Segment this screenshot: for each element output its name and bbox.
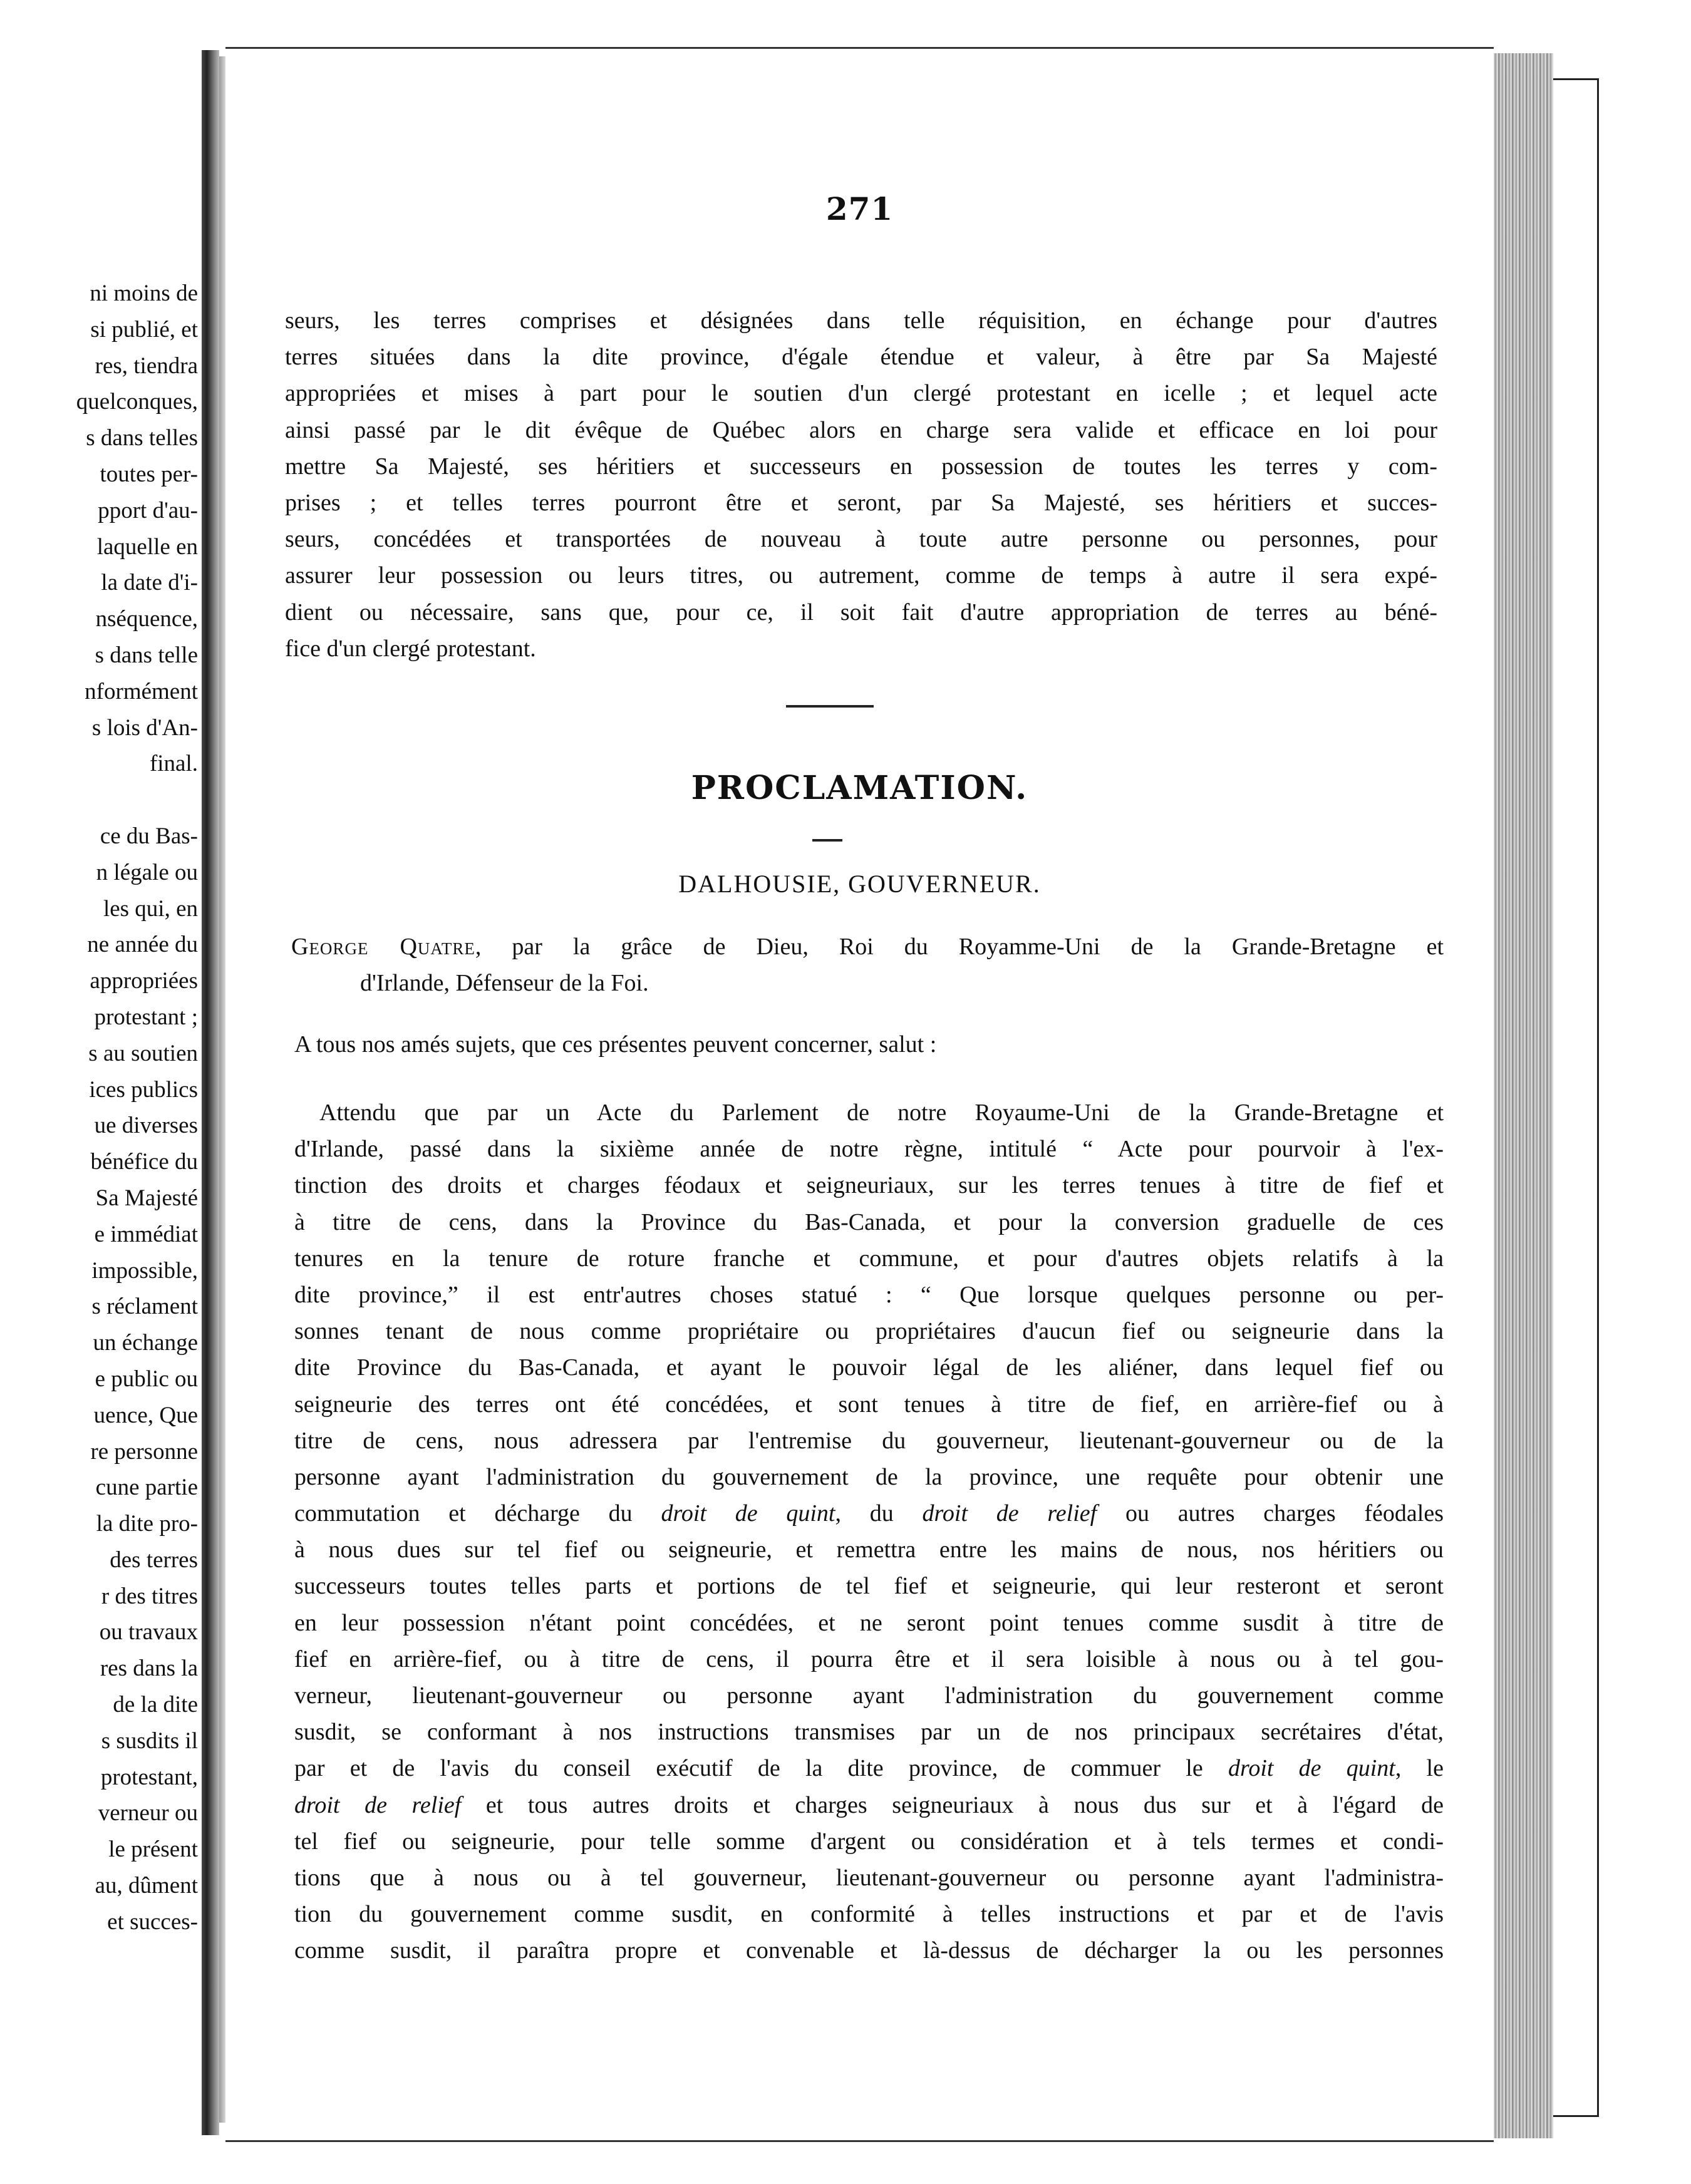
- main-line: tions que à nous ou à tel gouverneur, lieutenant-gouverneur ou personne ayant l'administra-: [294, 1864, 1444, 1891]
- left-page-text: [76, 276, 198, 1940]
- left-page-line: un échange: [93, 1330, 198, 1356]
- salute-line: A tous nos amés sujets, que ces présentes peuvent concerner, salut :: [294, 1031, 937, 1058]
- left-page-line: s dans telles: [86, 425, 198, 451]
- italic-term: droit de relief: [294, 1791, 462, 1818]
- main-line: tel fief ou seigneurie, pour telle somme d'argent ou considération et à tels termes et condi-: [294, 1828, 1444, 1855]
- left-page-line: si publié, et: [90, 316, 198, 343]
- left-page-line: appropriées: [90, 968, 198, 994]
- left-page-line: s lois d'An-: [91, 714, 198, 741]
- top-paragraph: [285, 302, 1437, 667]
- left-page-line: e immédiat: [94, 1221, 198, 1247]
- left-page-line: Sa Majesté: [95, 1185, 198, 1211]
- governor-heading: DALHOUSIE, GOUVERNEUR.: [678, 870, 1041, 898]
- main-line: fief en arrière-fief, ou à titre de cens, il pourra être et il sera loisible à nous ou à tel gou-: [294, 1646, 1444, 1672]
- text-segment: ou autres charges féodales: [1097, 1500, 1444, 1527]
- left-page-line: bénéfice du: [90, 1149, 198, 1175]
- main-line: personne ayant l'administration du gouvernement de la province, une requête pour obtenir une: [294, 1463, 1444, 1490]
- main-line: [294, 1750, 1444, 1786]
- left-page-line: ou travaux: [99, 1619, 198, 1646]
- main-line: tinction des droits et charges féodaux et seigneuriaux, sur les terres tenues à titre de fief et: [294, 1172, 1444, 1199]
- king-paragraph: [291, 929, 1444, 1001]
- left-page-line: ue diverses: [94, 1113, 198, 1139]
- short-rule: [812, 839, 842, 842]
- top-line: fice d'un clergé protestant.: [285, 635, 536, 662]
- left-page-line: protestant,: [100, 1764, 198, 1790]
- text-segment: , du: [835, 1500, 923, 1527]
- book-gutter: [202, 50, 219, 2135]
- left-page-line: s susdits il: [101, 1728, 198, 1754]
- left-page-line: r des titres: [101, 1583, 198, 1609]
- text-segment: par et de l'avis du conseil exécutif de la dite province, de commuer le: [294, 1755, 1228, 1782]
- italic-term: droit de quint: [1228, 1755, 1395, 1782]
- left-page-line: n légale ou: [96, 859, 198, 885]
- left-page-line: e public ou: [95, 1366, 198, 1392]
- top-line: ainsi passé par le dit évêque de Québec alors en charge sera valide et efficace en loi pour: [285, 416, 1437, 443]
- left-page-line: s au soutien: [88, 1040, 198, 1066]
- king-line-2: d'Irlande, Défenseur de la Foi.: [360, 970, 649, 997]
- main-paragraph: [294, 1095, 1444, 1969]
- left-page-line: des terres: [110, 1547, 198, 1573]
- left-page-line: le présent: [108, 1836, 198, 1863]
- main-line: [294, 1495, 1444, 1532]
- king-name: George Quatre: [291, 934, 475, 960]
- left-page-line: ne année du: [87, 932, 198, 958]
- main-line: Attendu que par un Acte du Parlement de notre Royaume-Uni de la Grande-Bretagne et: [319, 1100, 1444, 1126]
- top-line: dient ou nécessaire, sans que, pour ce, il soit fait d'autre appropriation de terres au béné-: [285, 599, 1437, 626]
- king-line-1: [291, 929, 1444, 965]
- left-page-line: ices publics: [89, 1076, 198, 1103]
- left-page-line: nformément: [85, 678, 198, 704]
- top-line: appropriées et mises à part pour le soutien d'un clergé protestant en icelle ; et lequel acte: [285, 380, 1437, 407]
- left-page-line: final.: [149, 751, 198, 777]
- main-line: en leur possession n'étant point concédées, et ne seront point tenues comme susdit à titre de: [294, 1609, 1444, 1636]
- left-page-line: verneur ou: [98, 1800, 198, 1826]
- left-page-line: au, dûment: [95, 1873, 198, 1899]
- main-line: à titre de cens, dans la Province du Bas-Canada, et pour la conversion graduelle de ces: [294, 1208, 1444, 1235]
- main-line: titre de cens, nous adressera par l'entremise du gouverneur, lieutenant-gouverneur ou de la: [294, 1427, 1444, 1454]
- main-line: seigneurie des terres ont été concédées, et sont tenues à titre de fief, en arrière-fief ou à: [294, 1391, 1444, 1418]
- main-line: dite Province du Bas-Canada, et ayant le pouvoir légal de les aliéner, dans lequel fief ou: [294, 1354, 1444, 1381]
- top-line: mettre Sa Majesté, ses héritiers et successeurs en possession de toutes les terres y com-: [285, 453, 1437, 480]
- back-cover-edge: [1553, 78, 1599, 2117]
- left-page-line: uence, Que: [93, 1402, 198, 1428]
- main-line: dite province,” il est entr'autres choses statué : “ Que lorsque quelques personne ou per-: [294, 1281, 1444, 1308]
- main-line: comme susdit, il paraîtra propre et convenable et là-dessus de décharger la ou les personnes: [294, 1937, 1444, 1964]
- section-rule: [786, 705, 874, 708]
- left-page-line: res dans la: [100, 1656, 198, 1682]
- top-line: seurs, les terres comprises et désignées dans telle réquisition, en échange pour d'autres: [285, 307, 1437, 334]
- main-line: tenures en la tenure de roture franche et commune, et pour d'autres objets relatifs à la: [294, 1245, 1444, 1272]
- left-page-line: res, tiendra: [95, 353, 198, 379]
- left-page-line: la dite pro-: [96, 1511, 198, 1537]
- left-page-gap: [76, 782, 198, 818]
- text-segment: commutation et décharge du: [294, 1500, 661, 1527]
- left-page-line: cune partie: [95, 1475, 198, 1501]
- top-line: assurer leur possession ou leurs titres, ou autrement, comme de temps à autre il sera expé-: [285, 562, 1437, 589]
- main-page: [225, 47, 1494, 2142]
- left-page-line: laquelle en: [96, 533, 198, 560]
- left-page-line: re personne: [90, 1438, 198, 1465]
- main-line: tion du gouvernement comme susdit, en conformité à telles instructions et par et de l'avis: [294, 1901, 1444, 1928]
- left-page-line: protestant ;: [94, 1004, 198, 1030]
- page-block-edge: [1494, 53, 1553, 2138]
- italic-term: droit de relief: [922, 1500, 1097, 1527]
- far-right-margin: [1600, 0, 1691, 2184]
- top-line: prises ; et telles terres pourront être et seront, par Sa Majesté, ses héritiers et succes-: [285, 489, 1437, 516]
- italic-term: droit de quint: [661, 1500, 835, 1527]
- left-page-fragment: [0, 44, 207, 2110]
- left-page-line: ni moins de: [90, 281, 198, 306]
- left-page-line: nséquence,: [95, 606, 198, 632]
- left-page-line: s réclament: [91, 1294, 198, 1320]
- left-page-line: pport d'au-: [98, 497, 198, 523]
- left-page-line: ce du Bas-: [100, 823, 198, 849]
- left-page-line: quelconques,: [76, 389, 198, 415]
- text-segment: , le: [1395, 1755, 1444, 1782]
- main-line: verneur, lieutenant-gouverneur ou personne ayant l'administration du gouvernement comme: [294, 1682, 1444, 1709]
- bleed-through-mark: [1619, 144, 1678, 257]
- left-page-line: les qui, en: [103, 895, 198, 922]
- left-page-line: de la dite: [113, 1692, 198, 1718]
- left-page-line: la date d'i-: [101, 570, 198, 596]
- main-line: d'Irlande, passé dans la sixième année de notre règne, intitulé “ Acte pour pourvoir à l'ex-: [294, 1136, 1444, 1163]
- left-page-line: et succes-: [107, 1908, 198, 1935]
- left-page-line: s dans telle: [95, 642, 198, 668]
- king-title-rest: , par la grâce de Dieu, Roi du Royamme-Uni de la Grande-Bretagne et: [475, 934, 1444, 960]
- left-page-line: toutes per-: [100, 461, 198, 487]
- left-page-line: impossible,: [91, 1257, 198, 1284]
- text-segment: et tous autres droits et charges seigneuriaux à nous dus sur et à l'égard de: [461, 1791, 1444, 1818]
- main-line: successeurs toutes telles parts et portions de tel fief et seigneurie, qui leur resteront et seront: [294, 1573, 1444, 1600]
- page-number: 271: [825, 190, 894, 227]
- top-line: terres situées dans la dite province, d'égale étendue et valeur, à être par Sa Majesté: [285, 344, 1437, 371]
- main-line: sonnes tenant de nous comme propriétaire ou propriétaires d'aucun fief ou seigneurie dans la: [294, 1318, 1444, 1345]
- proclamation-title: PROCLAMATION.: [691, 769, 1028, 807]
- main-line: [294, 1787, 1444, 1823]
- main-line: à nous dues sur tel fief ou seigneurie, et remettra entre les mains de nous, nos héritiers ou: [294, 1537, 1444, 1563]
- main-line: susdit, se conformant à nos instructions transmises par un de nos principaux secrétaires d'état,: [294, 1719, 1444, 1746]
- top-line: seurs, concédées et transportées de nouveau à toute autre personne ou personnes, pour: [285, 526, 1437, 553]
